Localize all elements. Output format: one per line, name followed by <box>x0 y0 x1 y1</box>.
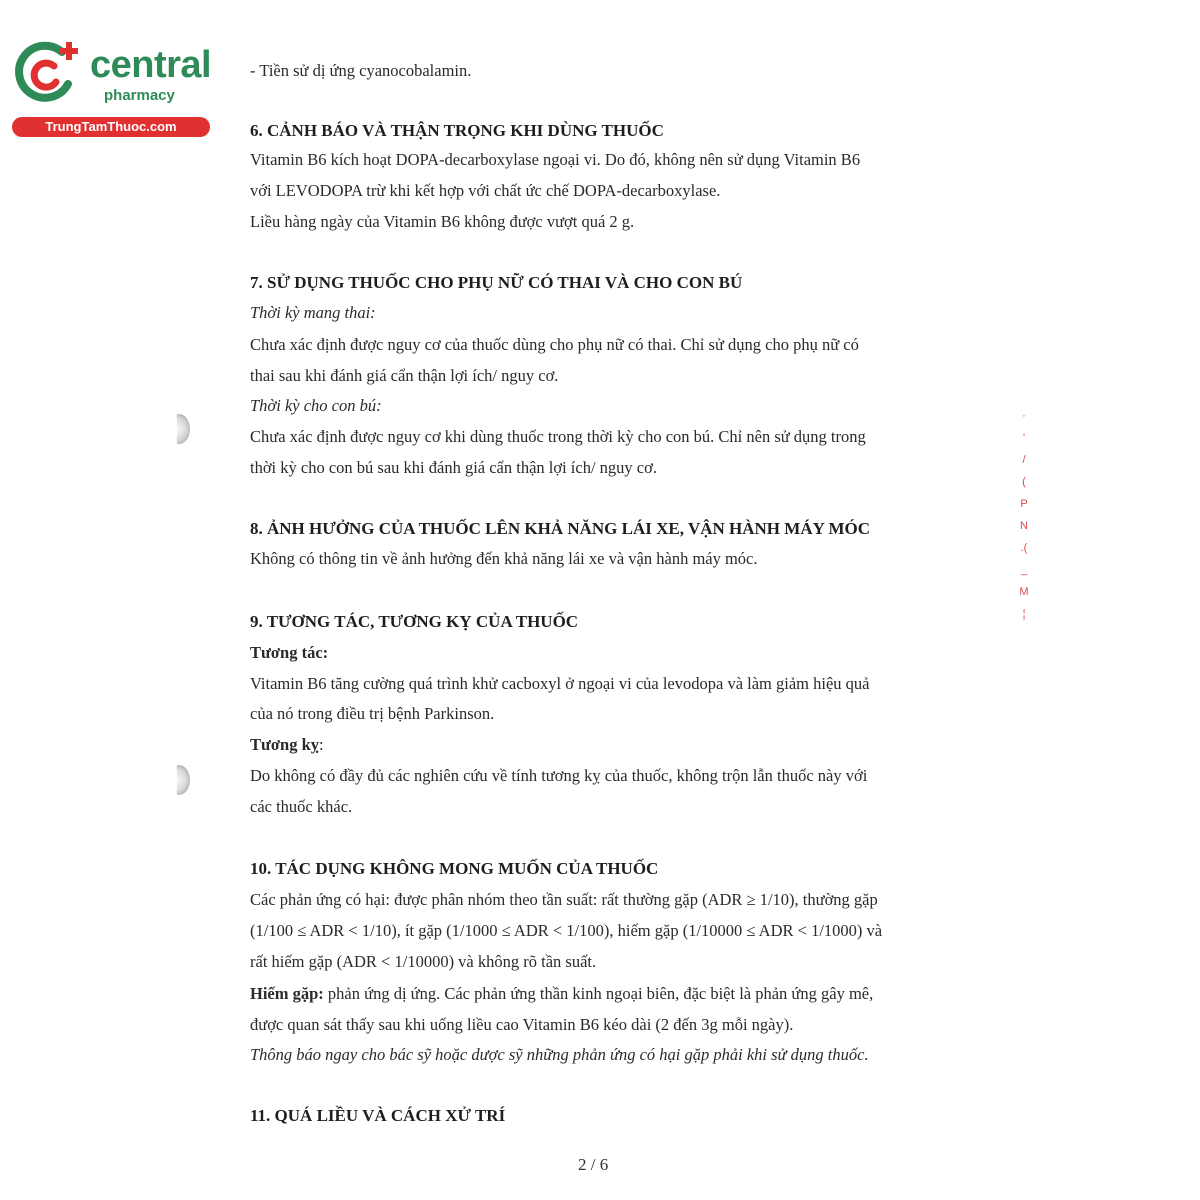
section-7-line: Chưa xác định được nguy cơ của thuốc dùng cho phụ nữ có thai. Chỉ sử dụng cho phụ nữ có <box>250 335 859 354</box>
section-10-line: (1/100 ≤ ADR < 1/10), ít gặp (1/1000 ≤ ADR < 1/100), hiếm gặp (1/10000 ≤ ADR < 1/1000) và <box>250 921 883 940</box>
section-11-title: 11. QUÁ LIỀU VÀ CÁCH XỬ TRÍ <box>250 1106 506 1125</box>
incompatibility-label: Tương kỵ <box>250 735 320 754</box>
section-7-line: thai sau khi đánh giá cẩn thận lợi ích/ nguy cơ. <box>250 366 559 385</box>
section-9-line: Do không có đầy đủ các nghiên cứu về tính tương kỵ của thuốc, không trộn lẫn thuốc này với <box>250 766 868 785</box>
section-7-title: 7. SỬ DỤNG THUỐC CHO PHỤ NỮ CÓ THAI VÀ CHO CON BÚ <box>250 273 743 292</box>
brand-site: TrungTamThuoc.com <box>12 117 210 137</box>
top-line: - Tiền sử dị ứng cyanocobalamin. <box>250 61 472 80</box>
rare-text: phản ứng dị ứng. Các phản ứng thần kinh ngoại biên, đặc biệt là phản ứng gây mê, <box>323 984 874 1003</box>
section-10-line: rất hiếm gặp (ADR < 1/10000) và không rõ tần suất. <box>250 952 597 971</box>
section-10-line: Các phản ứng có hại: được phân nhóm theo tần suất: rất thường gặp (ADR ≥ 1/10), thường gặp <box>250 890 878 909</box>
stamp-char: N <box>1020 520 1028 532</box>
stamp-char: ¦ <box>1022 608 1026 620</box>
incompatibility-colon: : <box>319 735 324 754</box>
section-9-subheading: Tương tác: <box>250 643 329 662</box>
stamp-char: ' <box>1022 432 1026 444</box>
brand-logo <box>12 38 212 138</box>
section-10-line: được quan sát thấy sau khi uống liều cao Vitamin B6 kéo dài (2 đến 3g mỗi ngày). <box>250 1015 794 1034</box>
section-9-line: Vitamin B6 tăng cường quá trình khử cacboxyl ở ngoại vi của levodopa và làm giảm hiệu quả <box>250 674 870 693</box>
section-7-line: thời kỳ cho con bú sau khi đánh giá cẩn thận lợi ích/ nguy cơ. <box>250 458 657 477</box>
brand-sub: pharmacy <box>104 87 175 104</box>
stamp-char: / <box>1022 454 1026 466</box>
punch-hole-top <box>168 414 190 444</box>
stamp-char: M <box>1019 586 1029 598</box>
stamp-char: .( <box>1020 542 1028 554</box>
section-6-line: Vitamin B6 kích hoạt DOPA-decarboxylase ngoại vi. Do đó, không nên sử dụng Vitamin B6 <box>250 150 861 169</box>
stamp-fragment <box>1016 405 1032 625</box>
punch-hole-bottom <box>168 765 190 795</box>
stamp-char: _ <box>1020 564 1028 576</box>
stamp-char: P <box>1020 498 1028 510</box>
section-7-subheading: Thời kỳ mang thai: <box>250 303 376 322</box>
stamp-char: ( <box>1022 476 1026 488</box>
brand-name: central <box>90 44 212 86</box>
section-7-subheading: Thời kỳ cho con bú: <box>250 396 382 415</box>
section-6-line: với LEVODOPA trừ khi kết hợp với chất ức chế DOPA-decarboxylase. <box>250 181 721 200</box>
section-10-title: 10. TÁC DỤNG KHÔNG MONG MUỐN CỦA THUỐC <box>250 859 659 878</box>
section-9-subheading <box>250 737 324 754</box>
central-pharmacy-logo-icon <box>12 38 82 108</box>
section-10-rare-line <box>250 986 873 1003</box>
section-6-line: Liều hàng ngày của Vitamin B6 không được vượt quá 2 g. <box>250 212 635 231</box>
section-6-title: 6. CẢNH BÁO VÀ THẬN TRỌNG KHI DÙNG THUỐC <box>250 121 664 140</box>
page-number: 2 / 6 <box>578 1155 609 1174</box>
section-8-line: Không có thông tin về ảnh hưởng đến khả năng lái xe và vận hành máy móc. <box>250 549 758 568</box>
rare-label: Hiếm gặp: <box>250 984 324 1003</box>
section-7-line: Chưa xác định được nguy cơ khi dùng thuốc trong thời kỳ cho con bú. Chỉ nên sử dụng trong <box>250 427 866 446</box>
section-9-title: 9. TƯƠNG TÁC, TƯƠNG KỴ CỦA THUỐC <box>250 612 579 631</box>
section-8-title: 8. ẢNH HƯỞNG CỦA THUỐC LÊN KHẢ NĂNG LÁI XE, VẬN HÀNH MÁY MÓC <box>250 519 871 538</box>
section-10-notice: Thông báo ngay cho bác sỹ hoặc dược sỹ những phản ứng có hại gặp phải khi sử dụng thuốc. <box>250 1045 869 1064</box>
stamp-char: · <box>1022 410 1026 422</box>
section-9-line: của nó trong điều trị bệnh Parkinson. <box>250 704 495 723</box>
section-9-line: các thuốc khác. <box>250 797 353 816</box>
